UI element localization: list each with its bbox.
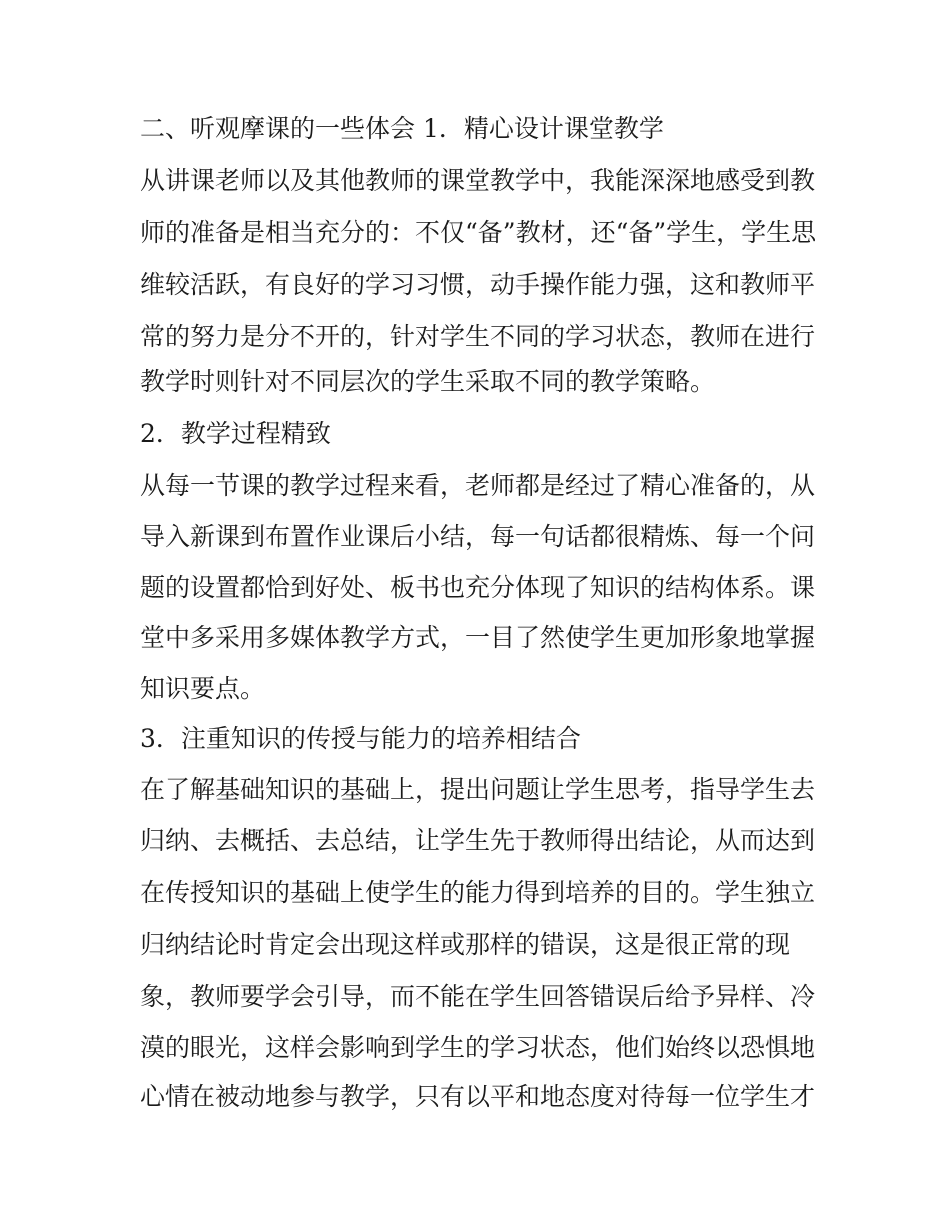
- paragraph-line: 教学时则针对不同层次的学生采取不同的教学策略。: [140, 367, 716, 396]
- paragraph-line: 从讲课老师以及其他教师的课堂教学中，我能深深地感受到教: [140, 166, 816, 195]
- paragraph-line: 漠的眼光，这样会影响到学生的学习状态，他们始终以恐惧地: [140, 1033, 816, 1062]
- paragraph-line: 堂中多采用多媒体教学方式，一目了然使学生更加形象地掌握: [140, 623, 816, 652]
- paragraph-line: 师的准备是相当充分的：不仅“备”教材，还“备”学生，学生思: [140, 218, 817, 247]
- paragraph-line: 象，教师要学会引导，而不能在学生回答错误后给予异样、冷: [140, 982, 816, 1011]
- paragraph-line: 常的努力是分不开的，针对学生不同的学习状态，教师在进行: [140, 322, 816, 351]
- paragraph-line: 维较活跃，有良好的学习习惯，动手操作能力强，这和教师平: [140, 270, 816, 299]
- subheading: 2．教学过程精致: [140, 419, 331, 448]
- paragraph-line: 知识要点。: [140, 674, 266, 703]
- paragraph-line: 从每一节课的教学过程来看，老师都是经过了精心准备的，从: [140, 471, 816, 500]
- paragraph-line: 在了解基础知识的基础上，提出问题让学生思考，指导学生去: [140, 775, 816, 804]
- paragraph-line: 归纳、去概括、去总结，让学生先于教师得出结论，从而达到: [140, 826, 816, 855]
- section-heading: 二、听观摩课的一些体会 1．精心设计课堂教学: [140, 114, 664, 143]
- paragraph-line: 归纳结论时肯定会出现这样或那样的错误，这是很正常的现: [140, 930, 791, 959]
- paragraph-line: 在传授知识的基础上使学生的能力得到培养的目的。学生独立: [140, 878, 816, 907]
- paragraph-line: 心情在被动地参与教学，只有以平和地态度对待每一位学生才: [140, 1082, 816, 1111]
- paragraph-line: 导入新课到布置作业课后小结，每一句话都很精炼、每一个问: [140, 522, 816, 551]
- subheading: 3．注重知识的传授与能力的培养相结合: [140, 724, 581, 753]
- paragraph-line: 题的设置都恰到好处、板书也充分体现了知识的结构体系。课: [140, 573, 816, 602]
